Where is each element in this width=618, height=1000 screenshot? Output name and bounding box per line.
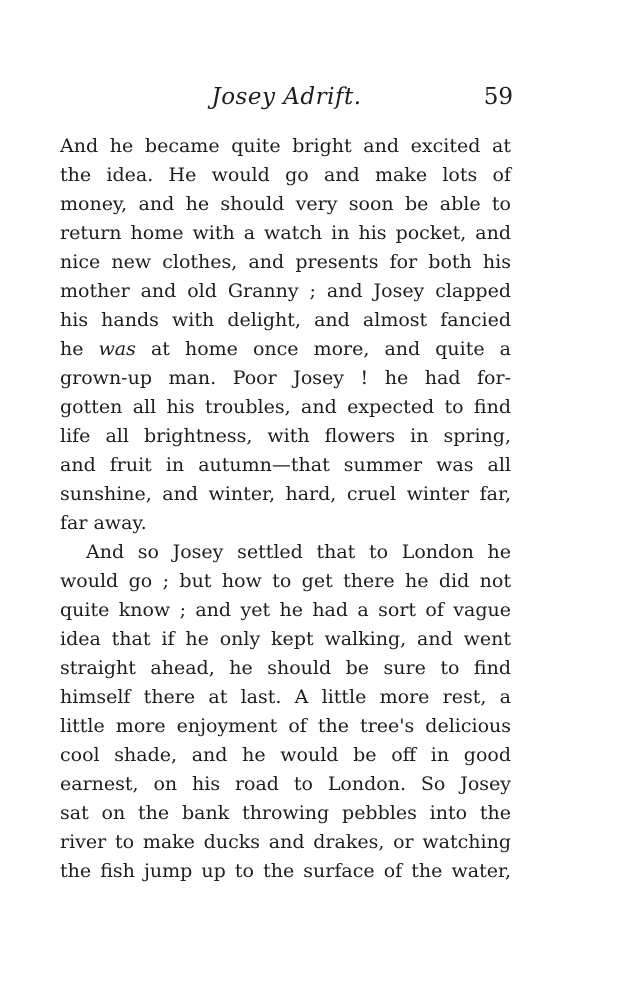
page-number: 59 <box>483 84 513 110</box>
text-line: straight ahead, he should be sure to find <box>60 657 511 679</box>
paragraph-2 <box>60 538 511 886</box>
paragraph-1 <box>60 132 511 538</box>
text-line: cool shade, and he would be off in good <box>60 744 511 766</box>
text-line: little more enjoyment of the tree's delicious <box>60 715 511 737</box>
body-text <box>60 132 511 886</box>
text-line: return home with a watch in his pocket, and <box>60 222 511 244</box>
text-line: nice new clothes, and presents for both his <box>60 251 511 273</box>
text-line: gotten all his troubles, and expected to find <box>60 396 511 418</box>
text-line: and fruit in autumn—that summer was all <box>60 454 511 476</box>
text-line: quite know ; and yet he had a sort of vague <box>60 599 511 621</box>
text-line: sunshine, and winter, hard, cruel winter far, <box>60 483 511 505</box>
text-line: money, and he should very soon be able to <box>60 193 511 215</box>
text-line: And he became quite bright and excited at <box>60 135 511 157</box>
text-line: himself there at last. A little more rest, a <box>60 686 511 708</box>
text-line: And so Josey settled that to London he <box>86 541 511 563</box>
running-title: Josey Adrift. <box>211 84 362 110</box>
text-line: the fish jump up to the surface of the water, <box>60 860 511 882</box>
text-line: grown-up man. Poor Josey ! he had for- <box>60 367 511 389</box>
text-line: river to make ducks and drakes, or watching <box>60 831 511 853</box>
text-line: the idea. He would go and make lots of <box>60 164 511 186</box>
text-line: far away. <box>60 512 147 534</box>
emphasis-was: was <box>98 338 136 360</box>
text-line: idea that if he only kept walking, and went <box>60 628 511 650</box>
text-line: would go ; but how to get there he did not <box>60 570 511 592</box>
text-line: life all brightness, with flowers in spring, <box>60 425 511 447</box>
page-header <box>60 84 513 120</box>
text-line: he was at home once more, and quite a <box>60 338 511 360</box>
text-line: earnest, on his road to London. So Josey <box>60 773 511 795</box>
text-line: mother and old Granny ; and Josey clapped <box>60 280 511 302</box>
text-line: his hands with delight, and almost fancied <box>60 309 511 331</box>
text-line: sat on the bank throwing pebbles into the <box>60 802 511 824</box>
